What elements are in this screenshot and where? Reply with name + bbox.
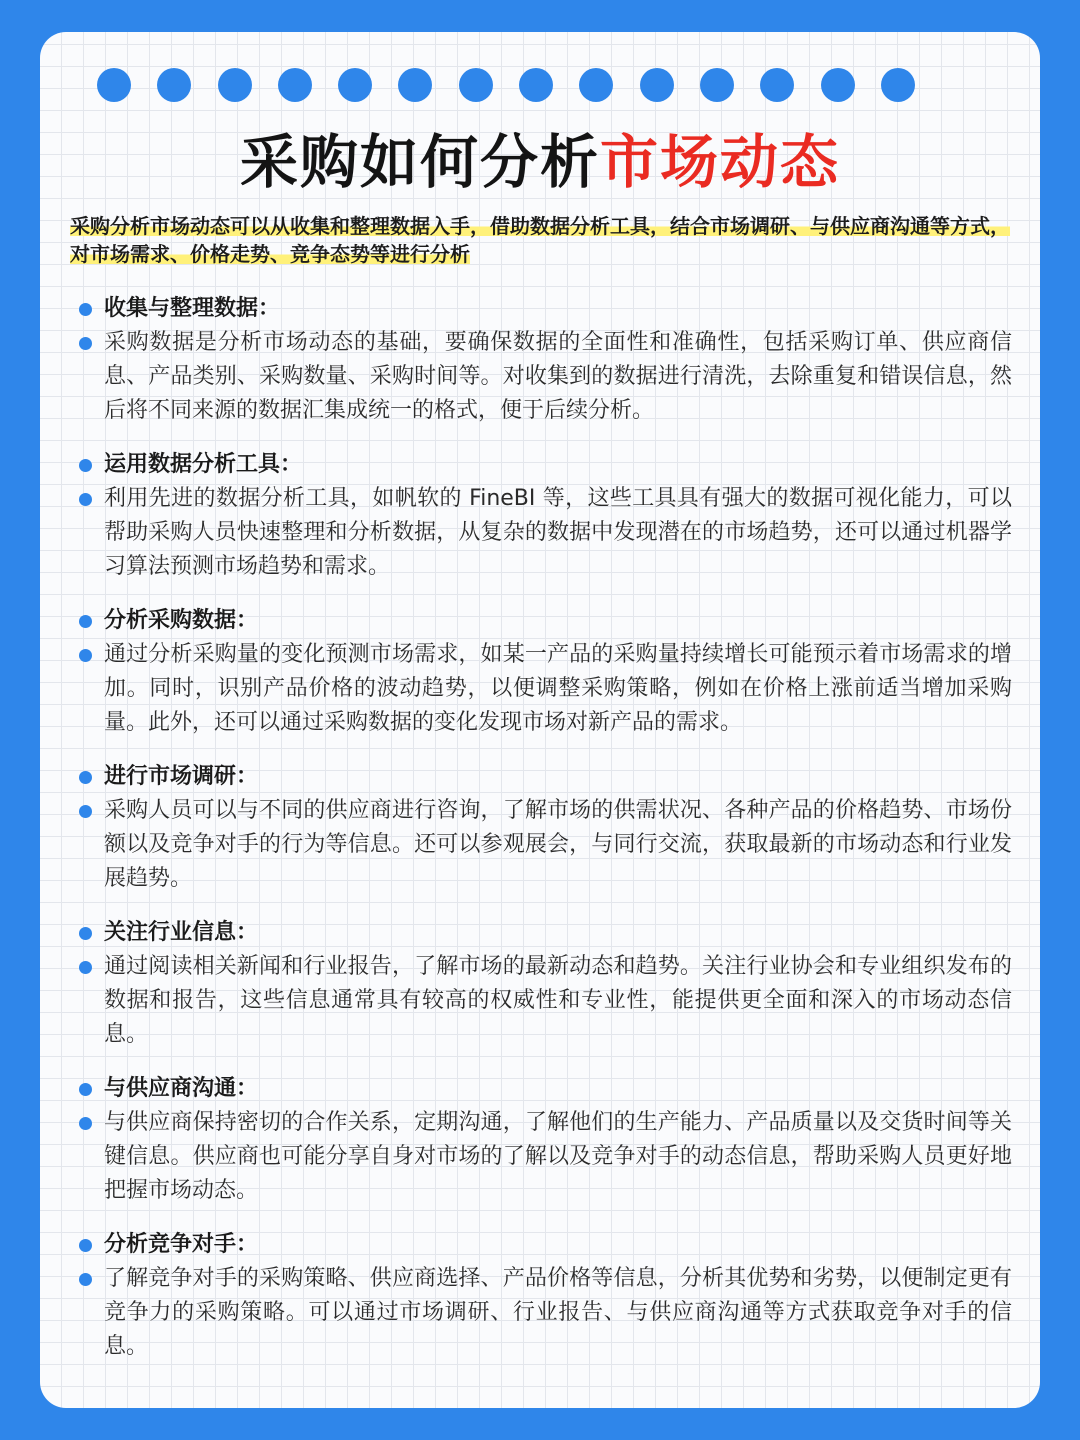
section-heading (76, 916, 1012, 950)
binder-dot (700, 68, 734, 102)
heading-text: 收集与整理数据： (104, 296, 281, 321)
section-competitor-analysis (76, 1228, 1012, 1364)
section-body (76, 794, 1012, 896)
heading-text: 进行市场调研： (104, 764, 259, 789)
binder-dot (519, 68, 553, 102)
page-title (40, 124, 1040, 200)
bullet-icon (79, 459, 92, 472)
binder-dot (97, 68, 131, 102)
binder-dot (218, 68, 252, 102)
body-text: 通过分析采购量的变化预测市场需求，如某一产品的采购量持续增长可能预示着市场需求的增加。同时，识别产品价格的波动趋势，以便调整采购策略，例如在价格上涨前适当增加采购量。此外，还可以通过采购数据的变化发现市场对新产品的需求。 (104, 642, 1012, 735)
bullet-icon (79, 1117, 92, 1130)
title-main: 采购如何分析 (239, 128, 600, 196)
section-heading (76, 760, 1012, 794)
binder-dot (821, 68, 855, 102)
bullet-icon (79, 615, 92, 628)
binder-dot (881, 68, 915, 102)
heading-text: 运用数据分析工具： (104, 452, 303, 477)
bullet-icon (79, 649, 92, 662)
body-text: 了解竞争对手的采购策略、供应商选择、产品价格等信息，分析其优势和劣势，以便制定更有竞争力的采购策略。可以通过市场调研、行业报告、与供应商沟通等方式获取竞争对手的信息。 (104, 1266, 1012, 1359)
section-body (76, 482, 1012, 584)
title-accent: 市场动态 (600, 128, 841, 196)
bullet-icon (79, 805, 92, 818)
section-heading (76, 604, 1012, 638)
section-heading (76, 1072, 1012, 1106)
bullet-icon (79, 927, 92, 940)
body-text: 与供应商保持密切的合作关系，定期沟通，了解他们的生产能力、产品质量以及交货时间等关键信息。供应商也可能分享自身对市场的了解以及竞争对手的动态信息，帮助采购人员更好地把握市场动态。 (104, 1110, 1012, 1203)
section-body (76, 326, 1012, 428)
binder-dot (398, 68, 432, 102)
section-body (76, 1262, 1012, 1364)
section-heading (76, 1228, 1012, 1262)
heading-text: 分析采购数据： (104, 608, 259, 633)
bullet-icon (79, 771, 92, 784)
binder-dot (640, 68, 674, 102)
heading-text: 分析竞争对手： (104, 1232, 259, 1257)
bullet-icon (79, 961, 92, 974)
heading-text: 与供应商沟通： (104, 1076, 259, 1101)
binder-dot (760, 68, 794, 102)
binder-dot (157, 68, 191, 102)
section-market-research (76, 760, 1012, 896)
intro-text: 采购分析市场动态可以从收集和整理数据入手，借助数据分析工具，结合市场调研、与供应商沟通等方式，对市场需求、价格走势、竞争态势等进行分析 (70, 214, 1010, 266)
heading-text: 关注行业信息： (104, 920, 259, 945)
bullet-icon (79, 337, 92, 350)
section-collect-data (76, 292, 1012, 428)
section-heading (76, 448, 1012, 482)
intro-summary (70, 212, 1020, 268)
content-card (40, 32, 1040, 1408)
binder-dot (459, 68, 493, 102)
section-heading (76, 292, 1012, 326)
body-text: 通过阅读相关新闻和行业报告，了解市场的最新动态和趋势。关注行业协会和专业组织发布的数据和报告，这些信息通常具有较高的权威性和专业性，能提供更全面和深入的市场动态信息。 (104, 954, 1012, 1047)
binder-dots (97, 68, 915, 102)
section-analysis-tools (76, 448, 1012, 584)
binder-dot (278, 68, 312, 102)
section-body (76, 638, 1012, 740)
section-body (76, 1106, 1012, 1208)
body-text: 采购数据是分析市场动态的基础，要确保数据的全面性和准确性，包括采购订单、供应商信息、产品类别、采购数量、采购时间等。对收集到的数据进行清洗，去除重复和错误信息，然后将不同来源的数据汇集成统一的格式，便于后续分析。 (104, 330, 1012, 423)
bullet-icon (79, 1273, 92, 1286)
binder-dot (338, 68, 372, 102)
bullet-icon (79, 303, 92, 316)
binder-dot (579, 68, 613, 102)
section-purchase-data (76, 604, 1012, 740)
section-industry-info (76, 916, 1012, 1052)
bullet-icon (79, 1083, 92, 1096)
bullet-icon (79, 493, 92, 506)
body-text: 利用先进的数据分析工具，如帆软的 FineBI 等，这些工具具有强大的数据可视化能力，可以帮助采购人员快速整理和分析数据，从复杂的数据中发现潜在的市场趋势，还可以通过机器学习算法预测市场趋势和需求。 (104, 486, 1012, 579)
section-supplier-communication (76, 1072, 1012, 1208)
section-body (76, 950, 1012, 1052)
bullet-icon (79, 1239, 92, 1252)
body-text: 采购人员可以与不同的供应商进行咨询，了解市场的供需状况、各种产品的价格趋势、市场份额以及竞争对手的行为等信息。还可以参观展会，与同行交流，获取最新的市场动态和行业发展趋势。 (104, 798, 1012, 891)
